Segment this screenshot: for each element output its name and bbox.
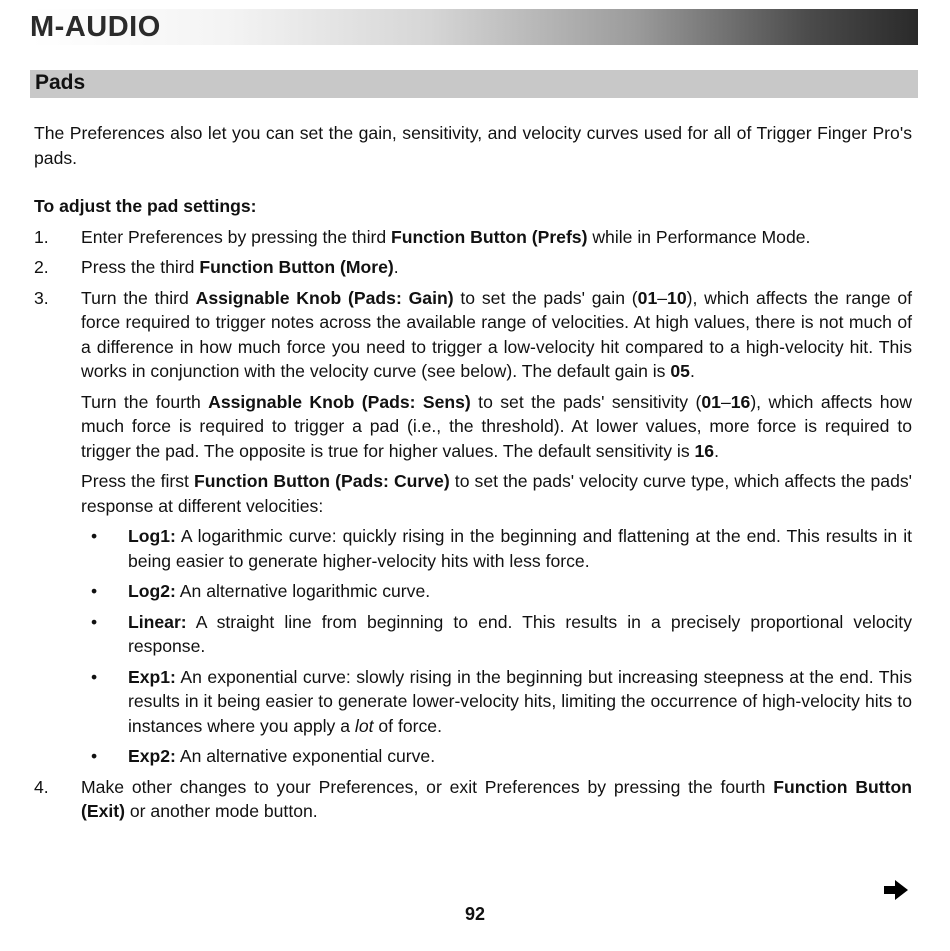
curve-description: Linear: A straight line from beginning to end. This results in a precisely proportional velocity response. xyxy=(128,611,912,656)
bullet-icon: • xyxy=(91,581,98,601)
step-1 xyxy=(34,225,912,250)
bold-term: Exp1: xyxy=(128,666,176,687)
step-number: 2. xyxy=(34,257,49,277)
step-text: Make other changes to your Preferences, or exit Preferences by pressing the fourth Function Button (Exit) or another mode button. xyxy=(81,776,912,821)
page-content xyxy=(34,121,912,830)
bullet-icon: • xyxy=(91,526,98,546)
section-title: Pads xyxy=(35,71,86,94)
list-item xyxy=(34,744,912,769)
bullet-icon: • xyxy=(91,611,98,632)
bullet-icon: • xyxy=(91,746,98,766)
brand-logo: M-AUDIO xyxy=(30,11,161,43)
step-text: Enter Preferences by pressing the third Function Button (Prefs) while in Performance Mode. xyxy=(81,226,811,247)
right-arrow-icon[interactable] xyxy=(882,878,910,902)
bold-term: 01 xyxy=(637,287,658,308)
header-bar xyxy=(30,9,918,45)
step-3 xyxy=(34,286,912,384)
bold-term: Function Button (Prefs) xyxy=(391,226,588,247)
bold-term: Linear: xyxy=(128,611,187,632)
bold-term: Log2: xyxy=(128,581,176,601)
step-2 xyxy=(34,255,912,280)
bold-term: Assignable Knob (Pads: Sens) xyxy=(208,391,471,412)
step-text: Turn the third Assignable Knob (Pads: Gain) to set the pads' gain (01–10), which affects the range of force required to trigger notes across the available range of velocities. At high values, there is not much of a difference in how much force you need to trigger a low-velocity hit compared to a high-velocity hit. This works in conjunction with the velocity curve (see below). The default gain is 05. xyxy=(81,287,912,381)
step-4 xyxy=(34,775,912,824)
page-number: 92 xyxy=(464,904,486,924)
bold-term: 16 xyxy=(694,440,715,461)
bold-term: Function Button (Pads: Curve) xyxy=(194,471,450,491)
bold-term: 05 xyxy=(670,361,690,381)
section-header xyxy=(30,70,918,98)
curve-description: Log1: A logarithmic curve: quickly rising in the beginning and flattening at the end. This results in it being easier to generate higher-velocity hits with less force. xyxy=(128,526,912,571)
bold-term: Assignable Knob (Pads: Gain) xyxy=(195,287,454,308)
sensitivity-paragraph: Turn the fourth Assignable Knob (Pads: Sens) to set the pads' sensitivity (01–16), which affects how much force is required to trigger a pad (i.e., the threshold). At lower values, more force is required to trigger the pad. The opposite is true for higher values. The default sensitivity is 16. xyxy=(81,391,912,461)
intro-paragraph: The Preferences also let you can set the gain, sensitivity, and velocity curves used for all of Trigger Finger Pro's pads. xyxy=(34,123,912,168)
curve-description: Exp2: An alternative exponential curve. xyxy=(128,746,436,766)
list-item xyxy=(34,610,912,659)
bold-term: 10 xyxy=(667,287,687,308)
procedure-heading: To adjust the pad settings: xyxy=(34,196,257,216)
bold-term: Function Button (More) xyxy=(199,257,394,277)
curve-paragraph: Press the first Function Button (Pads: Curve) to set the pads' velocity curve type, which affects the pads' response at different velocities: xyxy=(81,471,913,516)
bold-term: Exp2: xyxy=(128,746,176,766)
bold-term: Log1: xyxy=(128,526,176,546)
bold-term: Function Button (Exit) xyxy=(81,776,912,821)
curve-description: Exp1: An exponential curve: slowly rising in the beginning but increasing steepness at the end. This results in it being easier to generate lower-velocity hits, limiting the occurrence of high-velocity hits to instances where you apply a lot of force. xyxy=(128,666,912,736)
emphasis: lot xyxy=(354,715,374,736)
step-number: 3. xyxy=(34,287,49,308)
curve-description: Log2: An alternative logarithmic curve. xyxy=(128,581,431,601)
step-number: 4. xyxy=(34,776,49,797)
bullet-icon: • xyxy=(91,666,98,687)
list-item xyxy=(34,579,912,604)
list-item xyxy=(34,665,912,739)
bold-term: 01 xyxy=(701,391,721,412)
step-text: Press the third Function Button (More). xyxy=(81,257,399,277)
list-item xyxy=(34,524,912,573)
bold-term: 16 xyxy=(730,391,751,412)
step-number: 1. xyxy=(34,226,49,247)
